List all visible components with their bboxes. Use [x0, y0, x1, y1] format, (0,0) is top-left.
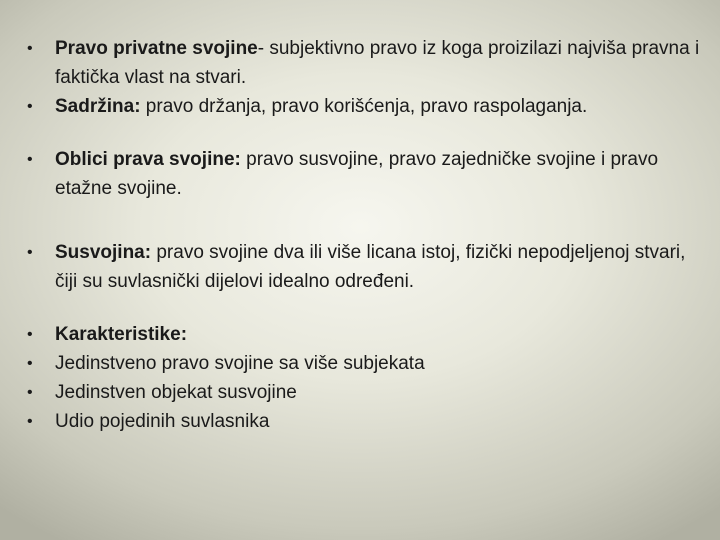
bullet-icon: • — [27, 151, 33, 168]
bullet-item-pravo-privatne-svojine — [27, 34, 703, 92]
term-label: Susvojina: — [55, 242, 152, 263]
term-label: Sadržina: — [55, 96, 141, 117]
bullet-item-oblici-prava-svojine — [27, 145, 703, 203]
definition-text: pravo susvojine, pravo zajedničke svojine i pravo etažne svojine. — [55, 149, 659, 199]
bullet-icon: • — [27, 355, 33, 372]
bullet-list — [27, 34, 703, 436]
bullet-icon: • — [27, 384, 33, 401]
term-label: Oblici prava svojine: — [55, 149, 241, 170]
bullet-icon: • — [27, 244, 33, 261]
bullet-item-susvojina — [27, 238, 703, 296]
definition-text: Jedinstven objekat susvojine — [55, 382, 297, 403]
definition-text: Udio pojedinih suvlasnika — [55, 411, 270, 432]
definition-text: Jedinstveno pravo svojine sa više subjekata — [55, 353, 425, 374]
bullet-icon: • — [27, 326, 33, 343]
definition-text: pravo svojine dva ili više licana istoj, fizički nepodjeljenoj stvari, čiji su suvlasnički dijelovi idealno određeni. — [55, 242, 686, 292]
definition-text: pravo držanja, pravo korišćenja, pravo raspolaganja. — [140, 96, 588, 117]
bullet-icon: • — [27, 413, 33, 430]
bullet-icon: • — [27, 98, 33, 115]
bullet-item-udio-suvlasnika — [27, 407, 703, 436]
bullet-icon: • — [27, 40, 33, 57]
term-label: Pravo privatne svojine — [55, 38, 258, 59]
term-label: Karakteristike: — [55, 324, 188, 345]
bullet-item-sadrzina — [27, 92, 703, 121]
bullet-item-jedinstven-objekat — [27, 378, 703, 407]
bullet-item-karakteristike — [27, 320, 703, 349]
definition-text: - subjektivno pravo iz koga proizilazi najviša pravna i faktička vlast na stvari. — [55, 38, 700, 88]
bullet-item-jedinstveno-pravo — [27, 349, 703, 378]
